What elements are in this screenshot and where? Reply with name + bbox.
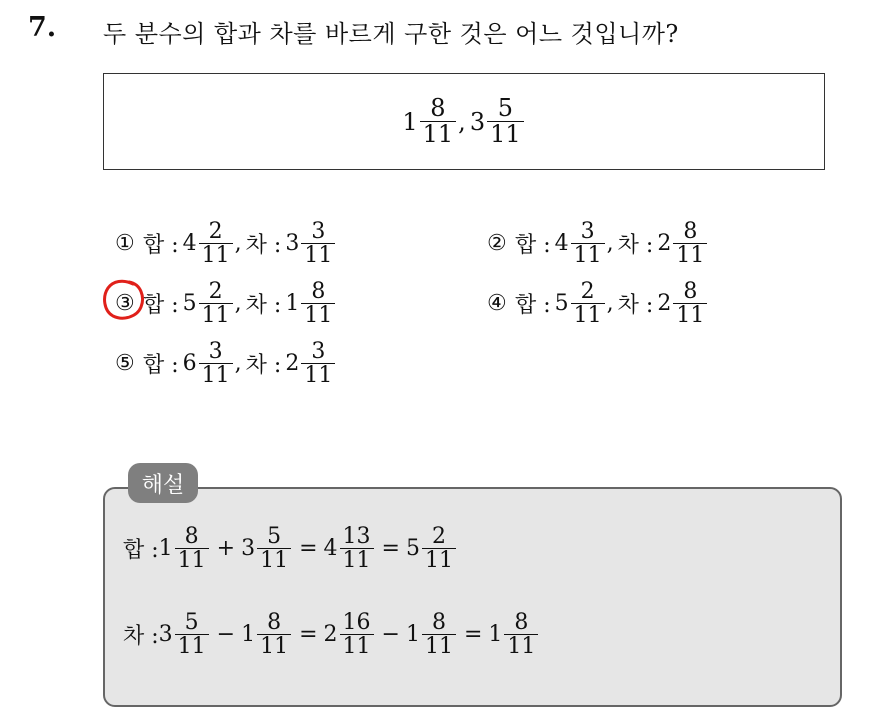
numerator: 2 <box>431 524 446 549</box>
solution-tag: 해설 <box>128 463 198 503</box>
denominator: 11 <box>199 303 233 327</box>
denominator: 11 <box>199 363 233 387</box>
sum-value <box>183 220 235 267</box>
fraction <box>199 280 233 327</box>
comma: , <box>234 351 242 377</box>
fraction <box>422 611 456 658</box>
fraction <box>420 93 457 148</box>
choice-mark: ⑤ <box>115 351 135 377</box>
fraction <box>257 611 291 658</box>
choice-4[interactable] <box>487 280 709 327</box>
choice-mark: ① <box>115 231 135 257</box>
denominator: 11 <box>199 243 233 267</box>
diff-value <box>285 220 337 267</box>
numerator: 8 <box>431 610 446 635</box>
denominator: 11 <box>422 634 456 658</box>
minus-operator: − <box>381 622 400 648</box>
fraction <box>487 93 524 148</box>
whole: 6 <box>182 351 197 377</box>
denominator: 11 <box>175 548 209 572</box>
numerator: 8 <box>683 219 698 244</box>
whole: 1 <box>402 107 418 136</box>
given-expression <box>402 93 525 148</box>
fraction <box>504 611 538 658</box>
fraction <box>175 611 209 658</box>
answer-choices <box>115 220 735 400</box>
numerator: 8 <box>184 524 199 549</box>
term-1 <box>159 611 211 658</box>
whole: 1 <box>405 622 420 648</box>
numerator: 2 <box>208 279 223 304</box>
denominator: 11 <box>340 548 374 572</box>
numerator: 8 <box>267 610 282 635</box>
plus-operator: + <box>216 536 236 562</box>
denominator: 11 <box>301 363 335 387</box>
diff-label: 차 : <box>245 293 282 319</box>
comma: , <box>606 291 614 317</box>
whole: 3 <box>158 622 173 648</box>
fraction <box>199 220 233 267</box>
fraction <box>673 280 707 327</box>
numerator: 8 <box>311 279 326 304</box>
whole: 1 <box>488 622 503 648</box>
result-2 <box>406 525 458 572</box>
denominator: 11 <box>571 303 605 327</box>
whole: 4 <box>323 536 338 562</box>
sum-value <box>183 340 235 387</box>
numerator: 13 <box>342 524 371 549</box>
numerator: 5 <box>184 610 199 635</box>
fraction <box>301 340 335 387</box>
equals-operator: = <box>299 536 318 562</box>
denominator: 11 <box>301 243 335 267</box>
diff-label: 차 : <box>617 233 654 259</box>
diff-label: 차 : <box>245 353 282 379</box>
sum-label: 합 : <box>143 233 179 259</box>
numerator: 16 <box>342 610 371 635</box>
denominator: 11 <box>340 634 374 658</box>
fraction <box>571 280 605 327</box>
sum-label: 합 : <box>515 293 551 319</box>
numerator: 3 <box>580 219 595 244</box>
whole: 2 <box>657 291 672 317</box>
choice-mark-text: ③ <box>115 291 135 317</box>
denominator: 11 <box>571 243 605 267</box>
choice-mark: ④ <box>487 291 507 317</box>
denominator: 11 <box>673 303 707 327</box>
term-1 <box>159 525 211 572</box>
result-2 <box>488 611 540 658</box>
choice-mark: ② <box>487 231 507 257</box>
denominator: 11 <box>420 121 457 147</box>
question-text: 두 분수의 합과 차를 바르게 구한 것은 어느 것입니까? <box>103 20 679 48</box>
fraction <box>257 525 291 572</box>
fraction <box>340 525 374 572</box>
term-2 <box>241 611 293 658</box>
equals-operator: = <box>299 622 318 648</box>
sum-label: 합 : <box>143 353 179 379</box>
comma: , <box>234 231 242 257</box>
numerator: 2 <box>208 219 223 244</box>
numerator: 2 <box>580 279 595 304</box>
result-1 <box>324 611 376 658</box>
given-fractions-box <box>103 73 825 170</box>
denominator: 11 <box>673 243 707 267</box>
sum-label: 합 : <box>123 538 159 564</box>
numerator: 8 <box>514 610 529 635</box>
diff-label: 차 : <box>245 233 282 259</box>
denominator: 11 <box>175 634 209 658</box>
choice-1[interactable] <box>115 220 337 267</box>
whole: 5 <box>554 291 569 317</box>
result-1 <box>324 525 376 572</box>
whole: 1 <box>241 622 256 648</box>
choice-5[interactable] <box>115 340 337 387</box>
fraction <box>571 220 605 267</box>
whole: 5 <box>405 536 420 562</box>
choice-3[interactable] <box>115 280 337 327</box>
diff-label: 차 : <box>617 293 654 319</box>
fraction <box>175 525 209 572</box>
fraction <box>301 220 335 267</box>
choice-mark <box>115 291 143 316</box>
fraction <box>301 280 335 327</box>
term-2 <box>241 525 293 572</box>
whole: 5 <box>182 291 197 317</box>
equals-operator: = <box>381 536 400 562</box>
sum-label: 합 : <box>143 293 179 319</box>
whole: 1 <box>158 536 173 562</box>
question-number: 7. <box>28 12 57 43</box>
numerator: 5 <box>267 524 282 549</box>
whole: 3 <box>285 231 300 257</box>
denominator: 11 <box>257 634 291 658</box>
whole: 4 <box>182 231 197 257</box>
numerator: 3 <box>311 219 326 244</box>
solution-diff-line <box>123 611 540 658</box>
numerator: 8 <box>430 93 446 122</box>
whole: 3 <box>469 107 486 136</box>
numerator: 3 <box>208 339 223 364</box>
fraction <box>199 340 233 387</box>
comma: , <box>234 291 242 317</box>
whole: 2 <box>657 231 672 257</box>
fraction <box>422 525 456 572</box>
solution-sum-line <box>123 525 458 572</box>
fraction <box>673 220 707 267</box>
comma: , <box>458 107 466 136</box>
fraction <box>340 611 374 658</box>
sum-value <box>183 280 235 327</box>
denominator: 11 <box>422 548 456 572</box>
denominator: 11 <box>301 303 335 327</box>
diff-label: 차 : <box>123 624 159 650</box>
whole: 4 <box>554 231 569 257</box>
minus-operator: − <box>216 622 236 648</box>
denominator: 11 <box>257 548 291 572</box>
diff-value <box>285 340 337 387</box>
sum-value <box>555 280 607 327</box>
numerator: 8 <box>683 279 698 304</box>
diff-value <box>285 280 337 327</box>
numerator: 3 <box>311 339 326 364</box>
whole: 3 <box>241 536 256 562</box>
sum-value <box>555 220 607 267</box>
diff-value <box>657 220 709 267</box>
choice-2[interactable] <box>487 220 709 267</box>
denominator: 11 <box>487 121 524 147</box>
solution-box <box>103 487 842 707</box>
sum-label: 합 : <box>515 233 551 259</box>
given-fraction-a <box>402 93 458 148</box>
term-3 <box>406 611 458 658</box>
given-fraction-b <box>469 93 526 148</box>
equals-operator: = <box>463 622 483 648</box>
whole: 2 <box>285 351 300 377</box>
numerator: 5 <box>497 93 513 122</box>
diff-value <box>657 280 709 327</box>
whole: 2 <box>323 622 338 648</box>
whole: 1 <box>285 291 300 317</box>
denominator: 11 <box>504 634 538 658</box>
comma: , <box>606 231 614 257</box>
